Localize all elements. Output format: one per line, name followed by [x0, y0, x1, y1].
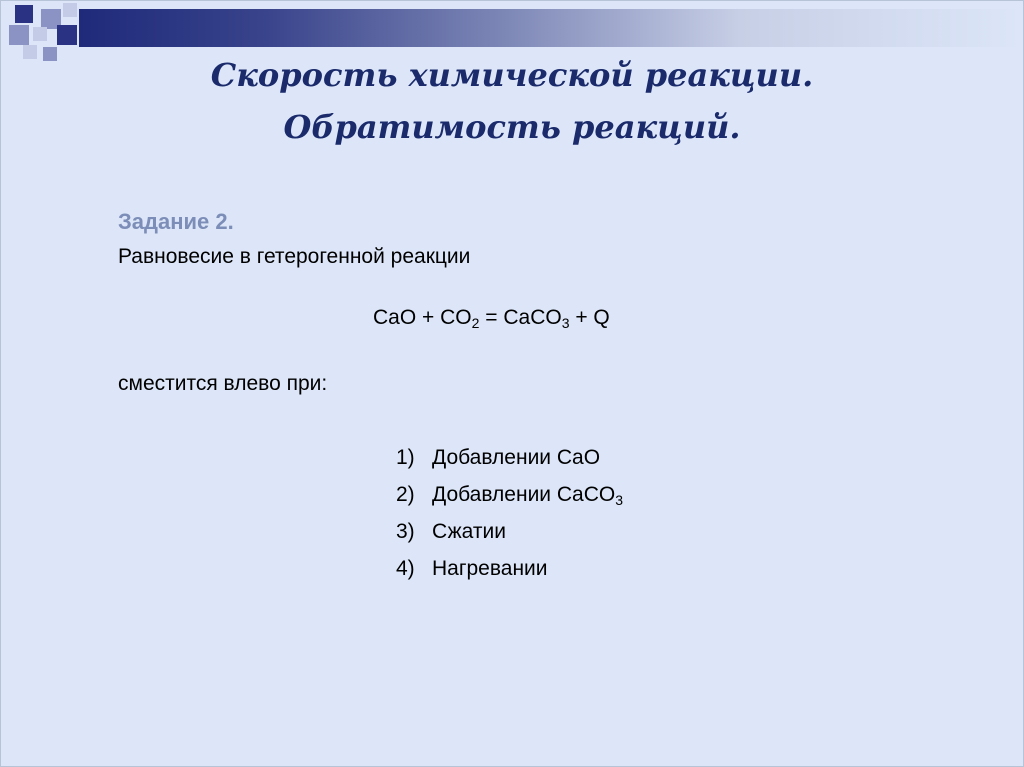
- option-4: [396, 553, 623, 590]
- option-number: 2): [396, 483, 415, 506]
- option-text: Добавлении CaCO: [432, 483, 616, 506]
- equation-subscript-1: 2: [471, 315, 480, 331]
- option-number: 4): [396, 557, 415, 580]
- option-subscript: 3: [615, 492, 624, 508]
- shift-text: сместится влево при:: [118, 372, 328, 395]
- decorative-header-bar: [79, 9, 1023, 47]
- reaction-equation: [373, 306, 610, 331]
- equation-part-3: + Q: [569, 306, 610, 329]
- task-label: Задание 2.: [118, 209, 234, 234]
- option-2: [396, 479, 623, 516]
- option-1: [396, 442, 623, 479]
- equation-part-2: = CaCO: [479, 306, 562, 329]
- option-3: [396, 516, 623, 553]
- option-number: 1): [396, 446, 415, 469]
- equation-part-1: CaO + CO: [373, 306, 472, 329]
- equation-subscript-2: 3: [561, 315, 570, 331]
- answer-options: [396, 442, 623, 590]
- option-number: 3): [396, 520, 415, 543]
- option-text: Добавлении CaO: [432, 446, 601, 469]
- intro-text: Равновесие в гетерогенной реакции: [118, 245, 471, 268]
- option-text: Сжатии: [432, 520, 506, 543]
- option-text: Нагревании: [432, 557, 548, 580]
- title-line-2: Обратимость реакций.: [283, 108, 741, 146]
- title-line-1: Скорость химической реакции.: [210, 56, 814, 94]
- slide-title: [1, 49, 1023, 153]
